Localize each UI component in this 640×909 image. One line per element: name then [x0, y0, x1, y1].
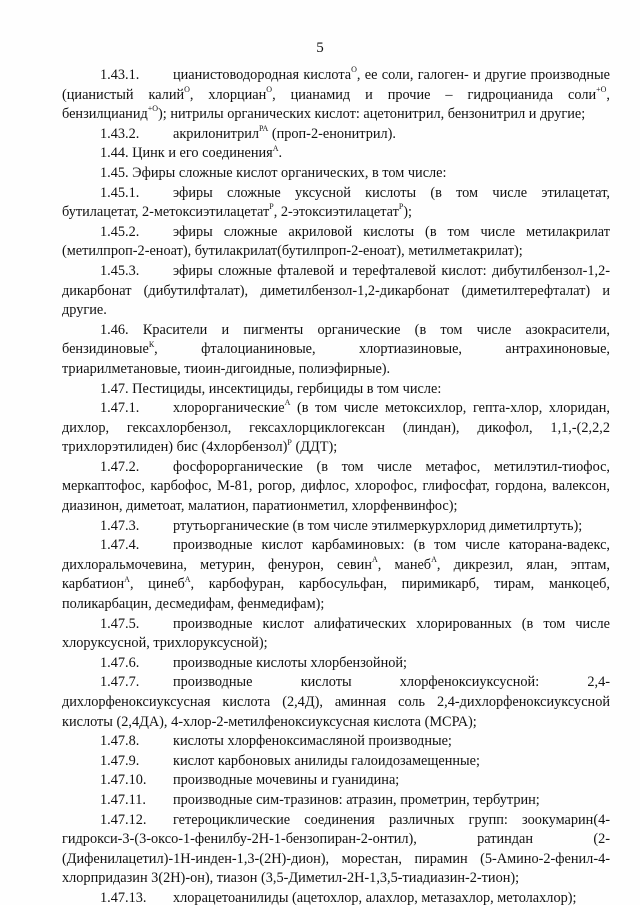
paragraph-text: акрилонитрил$^{РА}$ (проп-2-енонитрил). — [173, 124, 396, 142]
paragraph-text: производные кислоты хлорфеноксиуксусной: 2,4-дихлорфеноксиуксусная кислота (2,4Д), аминная соль 2,4-дихлорфеноксиуксусной кислоты (2,4ДА), 4-хлор-2-метилфеноксиуксусная кислота (МСРА); — [62, 674, 610, 730]
paragraph-text: производные мочевины и гуанидина; — [173, 772, 400, 789]
item-number: 1.47.7. — [100, 674, 140, 691]
item-number: 1.47.4. — [100, 537, 140, 554]
item-number: 1.43.2. — [100, 125, 140, 142]
paragraph — [62, 66, 610, 125]
item-number: 1.47.1. — [100, 400, 140, 417]
page-number: 5 — [316, 40, 324, 56]
paragraph — [62, 791, 610, 811]
item-number: 1.47.13. — [100, 889, 147, 906]
paragraph — [62, 380, 610, 400]
item-number: 1.47.6. — [100, 654, 140, 671]
paragraph — [62, 654, 610, 674]
paragraph-text: хлорацетоанилиды (ацетохлор, алахлор, метазахлор, метолахлор); — [173, 889, 577, 906]
paragraph — [62, 223, 610, 262]
paragraph — [62, 889, 610, 909]
paragraph-text: хлорорганические$^А$ (в том числе метоксихлор, гепта-хлор, хлоридан, дихлор, гексахлорбензол, гексахлорциклогексан (линдан), дикофол, 1,1,-(2,2,2 трихлорэтилиден) бис (4хлорбензол)$^Р$ (ДДТ); — [62, 398, 610, 456]
paragraph-text: производные сим-тразинов: атразин, прометрин, тербутрин; — [173, 791, 540, 808]
paragraph-text: производные кислот алифатических хлорированных (в том числе хлоруксусной, трихлоруксусной); — [62, 615, 610, 652]
paragraph — [62, 144, 610, 164]
document-body — [62, 66, 610, 909]
item-number: 1.45.3. — [100, 262, 140, 279]
paragraph-text: производные кислот карбаминовых: (в том числе каторана-вадекс, дихлоральмочевина, метурин, фенурон, севин$^А$, манеб$^А$, дикрезил, ялан, эптам, карбатион$^А$, цинеб$^А$, карбофуран, карбосульфан, пиримикарб, тирам, манкоцеб, поликарбацин, десмедифам, фенмедифам); — [62, 537, 610, 613]
paragraph — [62, 321, 610, 380]
paragraph — [62, 811, 610, 889]
paragraph-text: фосфорорганические (в том числе метафос, метилэтил-тиофос, меркаптофос, карбофос, М-81, рогор, дифлос, хлорофос, глифосфат, гордона, валексон, диазинон, диметоат, малатион, паратионметил, хлорфенвинфос); — [62, 458, 610, 515]
paragraph-text: эфиры сложные фталевой и терефталевой кислот: дибутилбензол-1,2-дикарбонат (дибутилфталат), диметилбензол-1,2-дикарбонат (диметилтерефталат) и другие. — [62, 262, 610, 319]
item-number: 1.47.12. — [100, 811, 147, 828]
item-number: 1.45.2. — [100, 223, 140, 240]
paragraph-text: производные кислоты хлорбензойной; — [173, 654, 407, 671]
item-number: 1.47.5. — [100, 615, 140, 632]
paragraph — [62, 732, 610, 752]
paragraph-text: 1.47. Пестициды, инсектициды, гербициды в том числе: — [100, 380, 442, 397]
paragraph — [62, 399, 610, 458]
paragraph-text: гетероциклические соединения различных групп: зоокумарин(4-гидрокси-3-(3-оксо-1-фенилбу-2Н-1-бензопиран-2-онтил), ратиндан (2-(Дифенилацетил)-1Н-инден-1,3-(2Н)-дион), морестан, пирамин (5-Амино-2-фенил-4-хлорпридазин 3(2Н)-он), тиазон (3,5-Диметил-2Н-1,3,5-тиадиазин-2-тион); — [62, 811, 610, 887]
paragraph — [62, 517, 610, 537]
paragraph — [62, 752, 610, 772]
paragraph — [62, 673, 610, 732]
item-number: 1.47.10. — [100, 772, 147, 789]
paragraph-text: кислот карбоновых анилиды галоидозамещенные; — [173, 752, 480, 769]
item-number: 1.47.9. — [100, 752, 140, 769]
item-number: 1.47.3. — [100, 517, 140, 534]
item-number: 1.47.11. — [100, 791, 146, 808]
paragraph — [62, 771, 610, 791]
paragraph — [62, 164, 610, 184]
item-number: 1.47.8. — [100, 733, 140, 750]
paragraph-text: цианистоводородная кислота$^О$, ее соли, галоген- и другие производные (цианистый калий$^О$, хлорциан$^О$, цианамид и прочие – гидроцианида соли$^{+О}$, бензилцианид$^{+О}$); нитрилы органических кислот: ацетонитрил, бензонитрил и другие; — [62, 65, 610, 123]
item-number: 1.47.2. — [100, 458, 140, 475]
paragraph-text: эфиры сложные акриловой кислоты (в том числе метилакрилат (метилпроп-2-еноат), бутилакрилат(бутилпроп-2-еноат), метилметакрилат); — [62, 223, 610, 260]
paragraph-text: 1.46. Красители и пигменты органические (в том числе азокрасители, бензидиновые$^К$, фталоцианиновые, хлортиазиновые, антрахиноновые, триарилметановые, тиоин-дигоидные, полиэфирные). — [62, 321, 610, 377]
paragraph — [62, 262, 610, 321]
item-number: 1.43.1. — [100, 67, 140, 83]
paragraph — [62, 458, 610, 517]
paragraph-text: эфиры сложные уксусной кислоты (в том числе этилацетат, бутилацетат, 2-метоксиэтилацетат$^Р$, 2-этоксиэтилацетат$^Р$); — [62, 184, 610, 221]
paragraph-text: 1.45. Эфиры сложные кислот органических, в том числе: — [100, 164, 447, 181]
paragraph — [62, 536, 610, 614]
item-number: 1.45.1. — [100, 184, 140, 201]
paragraph-text: 1.44. Цинк и его соединения$^А$. — [100, 143, 283, 162]
paragraph — [62, 125, 610, 145]
paragraph — [62, 615, 610, 654]
paragraph — [62, 184, 610, 223]
paragraph-text: кислоты хлорфеноксимасляной производные; — [173, 733, 452, 750]
paragraph-text: ртутьорганические (в том числе этилмеркурхлорид диметилртуть); — [173, 517, 583, 534]
